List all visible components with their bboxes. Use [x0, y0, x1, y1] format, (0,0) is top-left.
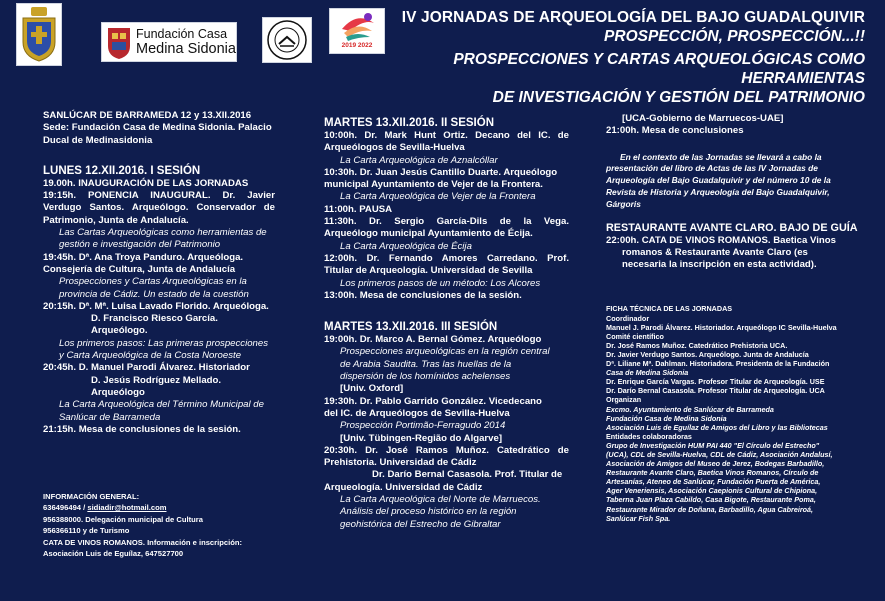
program-line: 20:15h. Dª. Mª. Luisa Lavado Florido. Arqueóloga.: [43, 300, 269, 312]
ficha-line: Dr. Darío Bernal Casasola. Profesor Titular de Arqueología. UCA: [606, 386, 825, 396]
info-line: Asociación Luis de Eguílaz, 647527700: [43, 549, 184, 559]
talk-title: La Carta Arqueológica del Norte de Marruecos.: [340, 494, 541, 506]
ficha-line: Sanlúcar Fish Spa.: [606, 513, 671, 523]
ficha-line: Dr. Enrique García Vargas. Profesor Titular de Arqueología. USE: [606, 377, 825, 387]
talk-title: Prospección Portimão-Ferragudo 2014: [340, 420, 506, 432]
program-line: 19:00h. Dr. Marco A. Bernal Gómez. Arqueólogo: [324, 334, 542, 346]
program-line: 21:00h. Mesa de conclusiones: [606, 125, 744, 137]
fundacion-logo-line2: Medina Sidonia: [136, 41, 236, 57]
program-line: Arqueólogo municipal Ayuntamiento de Écija.: [324, 228, 533, 240]
session-3-title: MARTES 13.XII.2016. III SESIÓN: [324, 321, 498, 334]
ficha-line: Restaurante Mirador de Doñana, Barbadillo, Agua Cabreiroá,: [606, 504, 814, 514]
note-line: Revista de Historia y Arqueología del Bajo Guadalquivir,: [606, 186, 830, 197]
program-line: Patrimonio, Junta de Andalucía.: [43, 214, 189, 226]
info-title: INFORMACIÓN GENERAL:: [43, 492, 140, 501]
venue-line-2: Sede: Fundación Casa de Medina Sidonia. Palacio: [43, 122, 272, 134]
talk-title: Los primeros pasos de un método: Los Alcores: [340, 277, 541, 289]
ficha-line: Dr. José Ramos Muñoz. Catedrático Prehistoria UCA.: [606, 340, 788, 350]
column-monday: [43, 110, 275, 436]
program-line: 12:00h. Dr. Fernando Amores Carredano. Prof.: [324, 252, 569, 264]
column-extras: [606, 113, 864, 523]
program-line: Consejería de Cultura, Junta de Andalucía: [43, 263, 236, 275]
session-2-title: MARTES 13.XII.2016. II SESIÓN: [324, 117, 495, 129]
ficha-line: Dr. Javier Verdugo Santos. Arqueólogo. Junta de Andalucía: [606, 349, 809, 359]
ficha-heading: Organizan: [606, 395, 642, 405]
ficha-heading: Entidades colaboradoras: [606, 431, 692, 441]
fundacion-shield-icon: [106, 26, 132, 60]
program-line: Dr. Darío Bernal Casasola. Prof. Titular de: [372, 469, 563, 481]
note-line: En el contexto de las Jornadas se llevará a cabo la: [620, 151, 822, 162]
tasting-line: romanos & Restaurante Avante Claro (es: [622, 246, 808, 258]
talk-title: y Carta Arqueológica de la Costa Noroeste: [59, 350, 242, 362]
ficha-line: Manuel J. Parodi Álvarez. Historiador. Arqueólogo IC Sevilla-Huelva: [606, 322, 837, 332]
talk-title: Prospecciones arqueológicas en la región central: [340, 346, 550, 358]
note-line: Arqueología del Bajo Guadalquivir y del número 10 de la: [606, 175, 831, 186]
program-line: [UCA-Gobierno de Marruecos-UAE]: [622, 113, 784, 124]
program-line: Titular de Arqueología. Universidad de Sevilla: [324, 265, 533, 277]
fundacion-logo-line1: Fundación Casa: [136, 27, 228, 41]
program-line: 19.00h. INAUGURACIÓN DE LAS JORNADAS: [43, 177, 249, 189]
ficha-lines: [606, 314, 864, 523]
ficha-heading: Comité científico: [606, 331, 664, 341]
info-phone-line: [43, 502, 275, 513]
program-line: municipal Ayuntamiento de Vejer de la Frontera.: [324, 179, 543, 191]
ficha-line: Taberna Juan Plaza Cabildo, Casa Bigote, Restaurante Poma,: [606, 495, 816, 505]
venue-line-3: Ducal de Medinasidonia: [43, 134, 153, 146]
info-line: 956366110 y de Turismo: [43, 526, 130, 536]
session-1-title: LUNES 12.XII.2016. I SESIÓN: [43, 164, 201, 177]
program-line: 10:30h. Dr. Juan Jesús Cantillo Duarte. Arqueólogo: [324, 166, 558, 178]
program-line: 19:15h. PONENCIA INAUGURAL. Dr. Javier: [43, 190, 275, 202]
talk-title: Sanlúcar de Barrameda: [59, 411, 161, 423]
column-tuesday: [324, 116, 569, 531]
info-line: CATA DE VINOS ROMANOS. Información e inscripción:: [43, 537, 243, 547]
talk-title: provincia de Cádiz. Un estado de la cuestión: [59, 288, 249, 300]
ficha-line: Asociación de Amigos del Museo de Jerez, Bodegas Barbadillo,: [606, 459, 825, 469]
program-line: Arqueología. Universidad de Cádiz: [324, 481, 483, 493]
ficha-line: Casa de Medina Sidonia: [606, 368, 689, 378]
amigos-del-libro-association-logo: [262, 17, 312, 63]
theme-line-1: PROSPECCIONES Y CARTAS ARQUEOLÓGICAS COMO HERRAMIENTAS: [453, 51, 865, 87]
theme-line-2: DE INVESTIGACIÓN Y GESTIÓN DEL PATRIMONIO: [492, 89, 865, 106]
talk-title: Los primeros pasos: Las primeras prospecciones: [59, 337, 269, 349]
event-subtitle: PROSPECCIÓN, PROSPECCIÓN...!!: [604, 28, 865, 45]
talk-title: La Carta Arqueológica de Aznalcóllar: [340, 154, 498, 166]
info-block: [43, 491, 275, 559]
coat-of-arms-icon: [17, 4, 61, 65]
program-line: D. Jesús Rodríguez Mellado. Arqueólogo: [91, 374, 222, 398]
program-line: [Univ. Tübingen-Região do Algarve]: [340, 432, 503, 444]
restaurant-title: RESTAURANTE AVANTE CLARO. BAJO DE GUÍA: [606, 221, 858, 234]
tasting-line: necesaria la inscripción en esta actividad).: [622, 259, 817, 271]
ficha-heading: Coordinador: [606, 313, 650, 323]
program-line: 11:00h. PAUSA: [324, 203, 393, 215]
program-line: [Univ. Oxford]: [340, 383, 404, 395]
program-line: 20:30h. Dr. José Ramos Muñoz. Catedrático de: [324, 444, 569, 456]
fundacion-medina-sidonia-logo: [101, 22, 237, 62]
ficha-line: Dª. Liliane Mª. Dahlman. Historiadora. Presidenta de la Fundación: [606, 359, 830, 369]
talk-title: La Carta Arqueológica de Écija: [340, 240, 472, 252]
program-line: 20:45h. D. Manuel Parodi Álvarez. Historiador: [43, 362, 250, 374]
ficha-line: Fundación Casa de Medina Sidonia: [606, 413, 727, 423]
info-email-link[interactable]: sidiadir@hotmail.com: [87, 503, 167, 513]
program-line: Arqueólogos de Sevilla-Huelva: [324, 142, 465, 154]
program-line: del IC. de Arqueólogos de Sevilla-Huelva: [324, 407, 510, 419]
header-title-block: [345, 8, 865, 107]
talk-title: La Carta Arqueológica del Término Municipal de: [59, 399, 264, 411]
event-title: IV JORNADAS DE ARQUEOLOGÍA DEL BAJO GUADALQUIVIR: [401, 9, 865, 26]
program-line: 19:30h. Dr. Pablo Garrido González. Vicedecano: [324, 395, 542, 407]
program-line: 19:45h. Dª. Ana Troya Panduro. Arqueóloga.: [43, 251, 244, 263]
ficha-title: FICHA TÉCNICA DE LAS JORNADAS: [606, 304, 733, 314]
talk-title: geohistórica del Estrecho de Gibraltar: [340, 518, 501, 530]
note-line: Gárgoris: [606, 198, 641, 209]
ficha-line: Asociación Luis de Eguílaz de Amigos del Libro y las Bibliotecas: [606, 422, 828, 432]
talk-title: de Arabia Saudita. Tras las huellas de la: [340, 358, 512, 370]
sanlucar-logo-year: 2019 2022: [341, 42, 373, 49]
venue-line-1: SANLÚCAR DE BARRAMEDA 12 y 13.XII.2016: [43, 110, 252, 121]
talk-title: Prospecciones y Cartas Arqueológicas en la: [59, 276, 247, 288]
info-line: 956388000. Delegación municipal de Cultura: [43, 514, 203, 524]
note-line: presentación del libro de Actas de las IV Jornadas de: [606, 163, 818, 174]
program-line: 21:15h. Mesa de conclusiones de la sesión.: [43, 423, 241, 435]
ficha-line: Excmo. Ayuntamiento de Sanlúcar de Barrameda: [606, 404, 774, 414]
talk-title: gestión e investigación del Patrimonio: [59, 239, 221, 251]
program-line: Verdugo Santos. Arqueólogo. Conservador de: [43, 202, 275, 214]
ficha-line: Restaurante Avante Claro, Baetica Vinos Romanos, Círculo de: [606, 468, 819, 478]
program-line: Prehistoria. Universidad de Cádiz: [324, 457, 477, 469]
program-line: 13:00h. Mesa de conclusiones de la sesión.: [324, 289, 522, 301]
technical-sheet: [606, 304, 864, 522]
program-line: 11:30h. Dr. Sergio García-Dils de la Vega.: [324, 216, 569, 228]
program-line: D. Francisco Riesco García. Arqueólogo.: [91, 313, 218, 337]
talk-title: Las Cartas Arqueológicas como herramientas de: [59, 227, 267, 239]
ficha-line: (UCA), CDL de Sevilla-Huelva, CDL de Cádiz, Asociación Andalusí,: [606, 449, 833, 459]
info-phone: 636496494 /: [43, 503, 88, 513]
tasting-line: 22:00h. CATA DE VINOS ROMANOS. Baetica Vinos: [606, 234, 836, 246]
seal-icon: [263, 18, 311, 62]
talk-title: La Carta Arqueológica de Vejer de la Frontera: [340, 191, 536, 203]
ficha-line: Ager Veneriensis, Asociación Caepionis Cultural de Chipiona,: [606, 486, 818, 496]
program-line: 10:00h. Dr. Mark Hunt Ortiz. Decano del IC. de: [324, 130, 569, 141]
ayuntamiento-coat-of-arms-logo: [16, 3, 62, 66]
talk-title: Análisis del proceso histórico en la región: [340, 506, 517, 518]
ficha-line: Grupo de Investigación HUM PAI 440 "El Círculo del Estrecho": [606, 440, 820, 450]
talk-title: dispersión de los homínidos achelenses: [340, 371, 511, 383]
ficha-line: Artesanías, Ateneo de Sanlúcar, Fundación Puerta de América,: [606, 477, 821, 487]
book-presentation-note: [606, 152, 864, 211]
